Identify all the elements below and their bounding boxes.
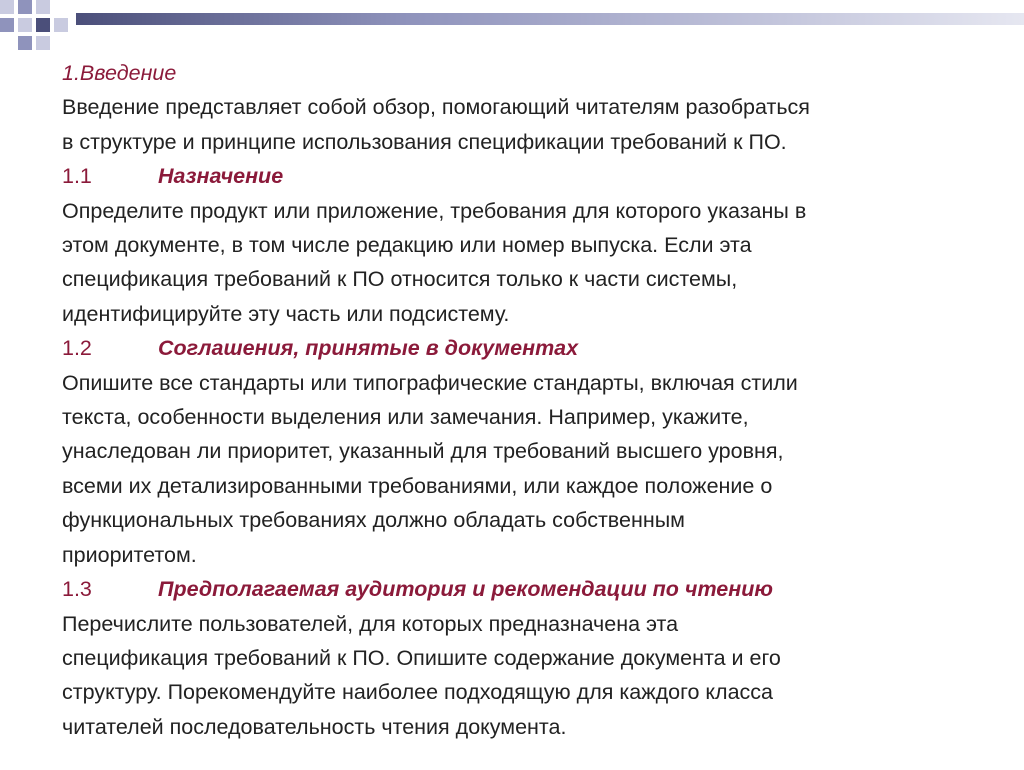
deco-square [18, 18, 32, 32]
section-line: структуру. Порекомендуйте наиболее подходящую для каждого класса [62, 680, 773, 705]
header-decoration [0, 0, 1024, 60]
section-line: текста, особенности выделения или замечания. Например, укажите, [62, 405, 749, 430]
document-body [62, 56, 962, 744]
deco-square [18, 0, 32, 14]
section-line: Опишите все стандарты или типографические стандарты, включая стили [62, 370, 798, 395]
intro-heading: 1.Введение [62, 61, 177, 85]
deco-square [18, 36, 32, 50]
section-line: этом документе, в том числе редакцию или номер выпуска. Если эта [62, 233, 752, 258]
section-line: спецификация требований к ПО относится только к части системы, [62, 267, 738, 292]
deco-square [36, 0, 50, 14]
section-number: 1.1 [62, 164, 92, 189]
deco-square [54, 18, 68, 32]
section-line: всеми их детализированными требованиями, или каждое положение о [62, 473, 773, 498]
intro-line: Введение представляет собой обзор, помогающий читателям разобраться [62, 95, 810, 120]
header-gradient-bar [76, 13, 1024, 25]
section-line: спецификация требований к ПО. Опишите содержание документа и его [62, 645, 781, 670]
deco-square [36, 36, 50, 50]
section-title: Предполагаемая аудитория и рекомендации по чтению [158, 577, 773, 602]
section-line: Определите продукт или приложение, требования для которого указаны в [62, 198, 807, 223]
section-line: функциональных требованиях должно обладать собственным [62, 508, 685, 533]
section-line: унаследован ли приоритет, указанный для требований высшего уровня, [62, 439, 784, 464]
deco-square [36, 18, 50, 32]
section-line: приоритетом. [62, 542, 197, 567]
section-number: 1.2 [62, 336, 92, 361]
section-heading [62, 331, 962, 365]
section-line: Перечислите пользователей, для которых предназначена эта [62, 611, 679, 636]
deco-square [0, 0, 14, 14]
intro-line: в структуре и принципе использования спецификации требований к ПО. [62, 129, 787, 154]
section-heading [62, 159, 962, 193]
section-number: 1.3 [62, 577, 92, 602]
section-line: идентифицируйте эту часть или подсистему. [62, 301, 510, 326]
section-title: Соглашения, принятые в документах [158, 336, 579, 361]
section-heading [62, 572, 962, 606]
section-title: Назначение [158, 164, 284, 189]
section-line: читателей последовательность чтения документа. [62, 714, 567, 739]
deco-square [0, 18, 14, 32]
